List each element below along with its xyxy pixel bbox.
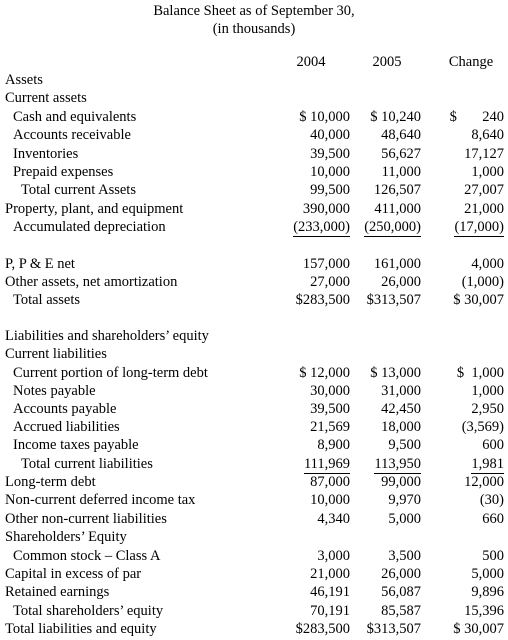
value-change: $ 30,007 — [453, 292, 504, 308]
table-row — [0, 364, 508, 382]
row-label: Assets — [5, 72, 43, 88]
value-change: $ 240 — [449, 109, 504, 125]
value-2004: 99,500 — [310, 182, 350, 198]
value-2005: $ 13,000 — [370, 365, 421, 381]
value-2005: $313,507 — [366, 621, 421, 637]
row-label: Other non-current liabilities — [5, 511, 167, 527]
value-2004: 157,000 — [302, 256, 350, 272]
value-change: 27,007 — [464, 182, 504, 198]
statement-title: Balance Sheet as of September 30, — [153, 3, 355, 19]
table-row — [0, 89, 508, 107]
row-label: Long-term debt — [5, 474, 96, 490]
table-row — [0, 491, 508, 509]
value-2005: 48,640 — [381, 127, 421, 143]
value-change: 21,000 — [464, 201, 504, 217]
table-row — [0, 583, 508, 601]
value-2005: 31,000 — [381, 383, 421, 399]
value-2004: 10,000 — [310, 164, 350, 180]
value-change: 17,127 — [464, 146, 504, 162]
table-row — [0, 436, 508, 454]
value-2004: 40,000 — [310, 127, 350, 143]
column-header-2005: 2005 — [372, 54, 402, 70]
value-change: 600 — [482, 437, 504, 453]
table-row — [0, 400, 508, 418]
value-2005: $313,507 — [366, 292, 421, 308]
row-label: Total current Assets — [21, 182, 136, 198]
row-label: Total current liabilities — [21, 456, 153, 472]
value-2005: $ 10,240 — [370, 109, 421, 125]
value-2005: (250,000) — [364, 219, 421, 235]
value-2004: 111,969 — [303, 456, 350, 472]
value-change: 2,950 — [471, 401, 504, 417]
value-2004: 46,191 — [310, 584, 350, 600]
row-label: Accumulated depreciation — [13, 219, 166, 235]
row-label: Income taxes payable — [13, 437, 139, 453]
value-2004: 70,191 — [310, 603, 350, 619]
value-2005: 9,500 — [388, 437, 421, 453]
value-change: 4,000 — [471, 256, 504, 272]
value-2005: 85,587 — [381, 603, 421, 619]
row-label: Common stock – Class A — [13, 548, 161, 564]
row-label: Prepaid expenses — [13, 164, 114, 180]
table-row — [0, 181, 508, 199]
row-label: Retained earnings — [5, 584, 110, 600]
column-header-row — [0, 53, 508, 71]
table-row — [0, 510, 508, 528]
table-row — [0, 382, 508, 400]
value-change: $ 30,007 — [453, 621, 504, 637]
row-label: Accounts receivable — [13, 127, 131, 143]
column-header-2004: 2004 — [296, 54, 326, 70]
table-row — [0, 528, 508, 546]
value-2005: 5,000 — [388, 511, 421, 527]
row-label: Current assets — [5, 90, 87, 106]
value-2005: 3,500 — [388, 548, 421, 564]
table-row — [0, 273, 508, 291]
value-change: 1,981 — [471, 456, 504, 472]
value-2005: 56,627 — [381, 146, 421, 162]
table-row — [0, 473, 508, 491]
value-2004: 21,000 — [310, 566, 350, 582]
value-2004: 390,000 — [302, 201, 350, 217]
table-row — [0, 418, 508, 436]
value-2005: 42,450 — [381, 401, 421, 417]
row-label: Inventories — [13, 146, 79, 162]
value-change: 500 — [482, 548, 504, 564]
value-2004: 8,900 — [317, 437, 350, 453]
row-label: Total shareholders’ equity — [13, 603, 164, 619]
value-2005: 26,000 — [381, 274, 421, 290]
statement-subtitle: (in thousands) — [212, 21, 296, 37]
value-change: 8,640 — [471, 127, 504, 143]
table-row — [0, 200, 508, 218]
row-label: Non-current deferred income tax — [5, 492, 196, 508]
value-2004: (233,000) — [293, 219, 350, 235]
row-label: Notes payable — [13, 383, 96, 399]
value-change: (17,000) — [454, 219, 504, 235]
column-header-change: Change — [448, 54, 494, 70]
value-2004: $ 10,000 — [299, 109, 350, 125]
value-2004: 87,000 — [310, 474, 350, 490]
value-2005: 161,000 — [373, 256, 421, 272]
value-2005: 56,087 — [381, 584, 421, 600]
value-2005: 18,000 — [381, 419, 421, 435]
value-2004: 3,000 — [317, 548, 350, 564]
value-change: (30) — [479, 492, 504, 508]
table-row — [0, 565, 508, 583]
table-row — [0, 602, 508, 620]
row-label: Current portion of long-term debt — [13, 365, 208, 381]
value-2004: $ 12,000 — [299, 365, 350, 381]
value-change: 12,000 — [464, 474, 504, 490]
row-label: Total liabilities and equity — [5, 621, 157, 637]
table-row — [0, 620, 508, 638]
value-2005: 113,950 — [374, 456, 421, 472]
value-2004: 4,340 — [317, 511, 350, 527]
row-label: Accrued liabilities — [13, 419, 120, 435]
row-label: Total assets — [13, 292, 81, 308]
row-label: Property, plant, and equipment — [5, 201, 184, 217]
value-change: (1,000) — [461, 274, 504, 290]
table-row — [0, 547, 508, 565]
value-2005: 99,000 — [381, 474, 421, 490]
value-change: 9,896 — [471, 584, 504, 600]
row-label: Other assets, net amortization — [5, 274, 178, 290]
value-change: 1,000 — [471, 383, 504, 399]
table-row — [0, 163, 508, 181]
table-row — [0, 218, 508, 236]
value-2005: 126,507 — [373, 182, 421, 198]
value-change: 660 — [482, 511, 504, 527]
row-label: Current liabilities — [5, 346, 107, 362]
value-change: (3,569) — [461, 419, 504, 435]
row-label: Capital in excess of par — [5, 566, 142, 582]
row-label: Shareholders’ Equity — [5, 529, 127, 545]
value-change: $ 1,000 — [456, 365, 504, 381]
table-row — [0, 455, 508, 473]
table-row — [0, 327, 508, 345]
table-row — [0, 145, 508, 163]
value-2004: 39,500 — [310, 146, 350, 162]
value-2005: 11,000 — [381, 164, 421, 180]
value-2004: 21,569 — [310, 419, 350, 435]
row-label: P, P & E net — [5, 256, 75, 272]
table-row — [0, 291, 508, 309]
table-row — [0, 255, 508, 273]
row-label: Accounts payable — [13, 401, 117, 417]
table-row — [0, 71, 508, 89]
value-2004: $283,500 — [295, 621, 350, 637]
value-2004: 30,000 — [310, 383, 350, 399]
table-row — [0, 345, 508, 363]
value-change: 15,396 — [464, 603, 504, 619]
row-label: Liabilities and shareholders’ equity — [5, 328, 209, 344]
table-row — [0, 108, 508, 126]
value-2004: 27,000 — [310, 274, 350, 290]
value-2005: 26,000 — [381, 566, 421, 582]
row-label: Cash and equivalents — [13, 109, 137, 125]
value-2004: 39,500 — [310, 401, 350, 417]
value-change: 5,000 — [471, 566, 504, 582]
value-change: 1,000 — [471, 164, 504, 180]
value-2005: 9,970 — [388, 492, 421, 508]
value-2004: 10,000 — [310, 492, 350, 508]
value-2004: $283,500 — [295, 292, 350, 308]
table-row — [0, 126, 508, 144]
value-2005: 411,000 — [374, 201, 421, 217]
